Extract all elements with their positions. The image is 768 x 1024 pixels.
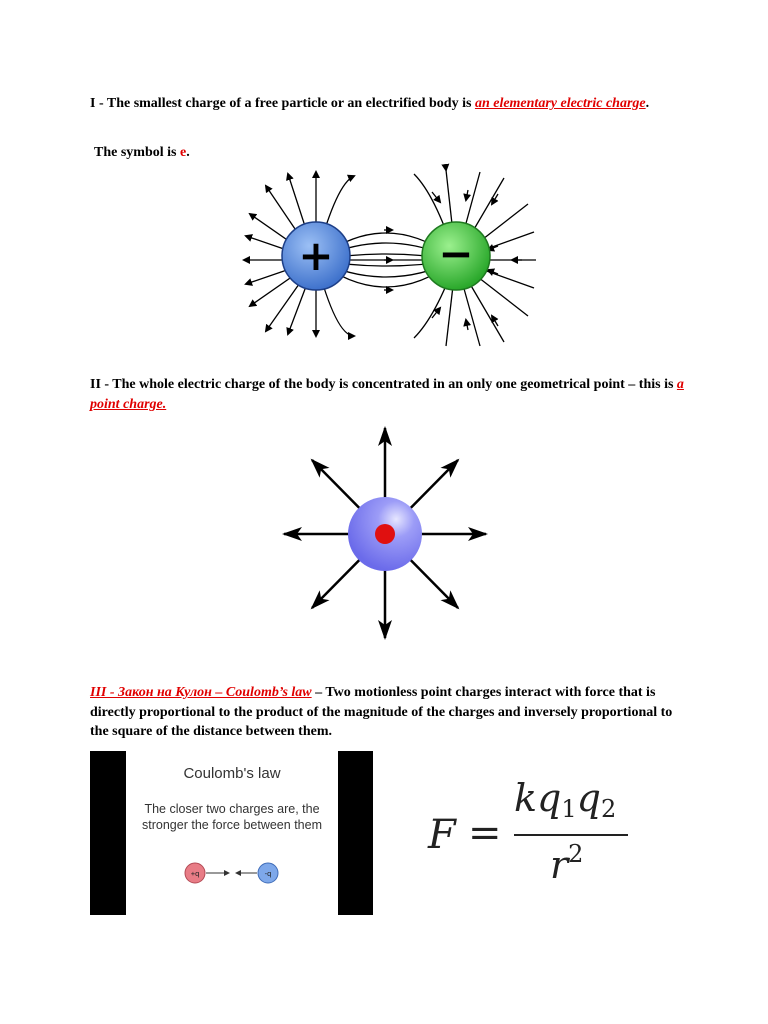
section-point-charge bbox=[90, 375, 690, 414]
point-charge-figure bbox=[280, 426, 490, 641]
section-2-text: II - The whole electric charge of the body is concentrated in an only one geometrical point – this is bbox=[90, 377, 677, 392]
coulomb-video-thumbnail[interactable] bbox=[90, 751, 373, 915]
coulombs-law-term[interactable]: III - Закон на Кулон – Coulomb’s law bbox=[90, 685, 312, 700]
symbol-e: e bbox=[179, 145, 187, 160]
point-charge-core bbox=[375, 524, 395, 544]
symbol-label: The symbol is bbox=[94, 145, 180, 160]
video-title: Coulomb's law bbox=[183, 765, 281, 782]
negative-q-label: -q bbox=[264, 869, 272, 878]
coulomb-formula bbox=[428, 776, 638, 896]
plus-sign: + bbox=[298, 231, 334, 280]
point-charge-term[interactable]: a point charge. bbox=[90, 377, 684, 412]
minus-sign: − bbox=[438, 229, 474, 278]
charges-illustration bbox=[126, 855, 338, 895]
section-1-period: . bbox=[645, 96, 650, 111]
section-1-text: I - The smallest charge of a free particle or an electrified body is bbox=[90, 96, 475, 111]
section-3-text: – Two motionless point charges interact with force that is directly proportional to the product of the magnitude of the charges and inversely proportional to the square of the distance between them. bbox=[90, 685, 673, 739]
formula-equals: = bbox=[468, 810, 502, 856]
formula-numerator: $kq_1q_2$ bbox=[514, 776, 617, 823]
section-coulombs-law bbox=[90, 683, 690, 742]
video-subtitle: The closer two charges are, the stronger the force between them bbox=[142, 802, 322, 832]
video-frame bbox=[126, 751, 338, 915]
elementary-charge-term[interactable]: an elementary electric charge bbox=[474, 96, 646, 111]
symbol-line bbox=[94, 143, 694, 163]
formula-denominator: $r^2$ bbox=[550, 840, 584, 887]
formula-fraction-bar bbox=[514, 834, 628, 836]
symbol-period: . bbox=[186, 145, 190, 160]
dipole-field-figure bbox=[236, 166, 536, 336]
section-elementary-charge bbox=[90, 94, 690, 114]
formula-force: F bbox=[428, 812, 456, 858]
positive-q-label: +q bbox=[190, 869, 200, 878]
